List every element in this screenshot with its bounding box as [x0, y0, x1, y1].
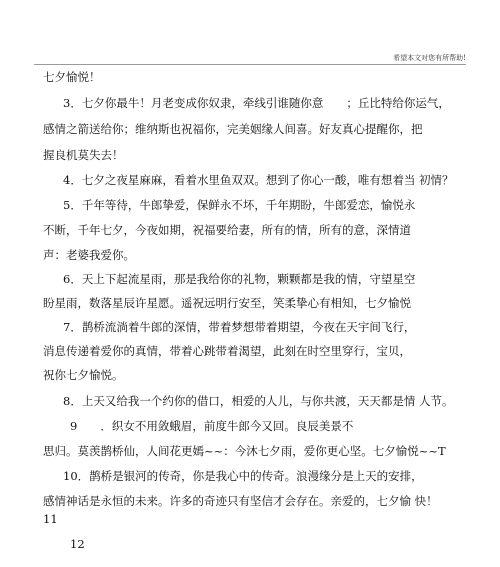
text-line: 消息传递着爱你的真情，带着心跳带着渴望，此刻在时空里穿行，宝贝，: [43, 344, 411, 358]
text-line: 5．千年等待，牛郎挚爱，保鲜永不坏，千年期盼，牛郎爱恋，愉悦永: [63, 198, 416, 212]
text-line: 12: [70, 537, 85, 551]
text-line: 感情之箭送给你；维纳斯也祝福你，完美姻缘人间喜。好友真心提醒你，把: [43, 122, 423, 136]
text-line: 祝你七夕愉悦。: [43, 368, 124, 382]
text-line: 11: [43, 512, 58, 526]
text-line: 盼星雨，数落星辰许星愿。遥祝远明行安至，笑柔挚心有相知，七夕愉悦: [43, 296, 411, 310]
text-line: 七夕愉悦！: [43, 70, 101, 84]
text-line: 8．上天又给我一个约你的借口，相爱的人儿，与你共渡，天天都是情 人节。: [63, 394, 454, 408]
text-line: 6．天上下起流星雨，那是我给你的礼物，颗颗都是我的情，守望星空: [63, 272, 416, 286]
header-note: 希望本文对您有所帮助!: [393, 54, 466, 62]
text-line: 4．七夕之夜星麻麻，看着水里鱼双双。想到了你心一酸，唯有想着当 初情？: [63, 173, 454, 187]
text-line: 3．七夕你最牛！月老变成你奴隶，牵线引谁随你意 ；丘比特给你运气，: [63, 96, 450, 110]
text-line: 感情神话是永恒的未来。许多的奇迹只有坚信才会存在。亲爱的，七夕愉 快！: [43, 494, 438, 508]
text-line: 握良机莫失去！: [43, 148, 124, 162]
header-divider: [34, 64, 466, 65]
text-line: 思归。莫羡鹊桥仙，人间花更嫣~~：今沐七夕雨，爱你更心坚。七夕愉悦~~T: [43, 444, 446, 458]
text-line: 9 ．织女不用敛蛾眉，前度牛郎今又回。良辰美景不: [70, 419, 354, 433]
text-line: 不断，千年七夕，今夜如期，祝福要给妻，所有的情，所有的意，深情道: [43, 223, 411, 237]
text-line: 声：老婆我爱你。: [43, 248, 135, 262]
text-line: 7．鹊桥流淌着牛郎的深情，带着梦想带着期望，今夜在天宇间飞行，: [63, 320, 416, 334]
text-line: 10．鹊桥是银河的传奇，你是我心中的传奇。浪漫缘分是上天的安排，: [63, 469, 423, 483]
